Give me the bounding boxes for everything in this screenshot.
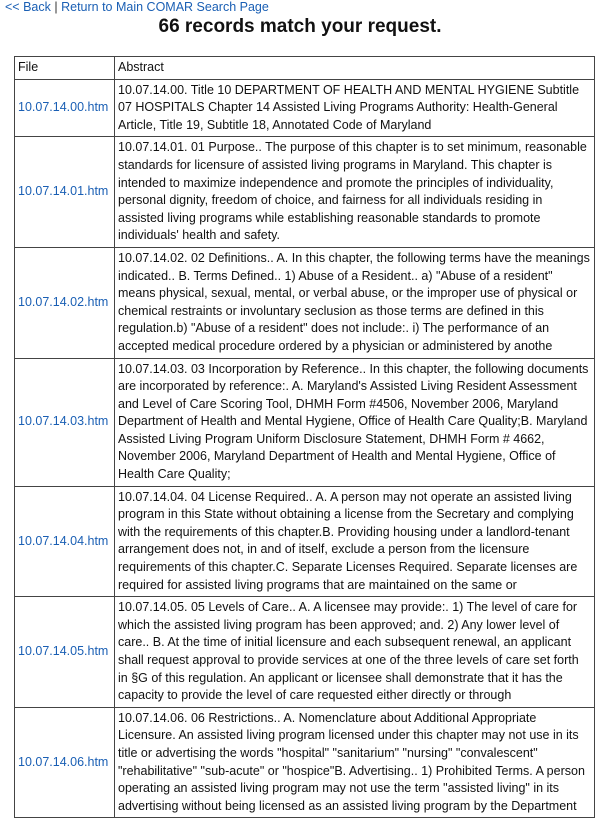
results-heading: 66 records match your request. (158, 16, 442, 37)
file-link[interactable]: 10.07.14.06.htm (18, 754, 109, 769)
file-cell (15, 707, 115, 818)
file-cell (15, 597, 115, 708)
file-link[interactable]: 10.07.14.02.htm (18, 294, 109, 309)
abstract-cell: 10.07.14.05. 05 Levels of Care.. A. A licensee may provide:. 1) The level of care for which the assisted living program has been approved; and. 2) Any lower level of care.. B. At the time of initial licensure and each subsequent renewal, an applicant shall request approval to provide services at one of the three levels of care set forth in §G of this regulation. An applicant or licensee shall demonstrate that it has the capacity to provide the level of care requested either directly or through (115, 597, 595, 708)
results-table (14, 56, 595, 818)
file-link[interactable]: 10.07.14.01.htm (18, 184, 109, 199)
file-link[interactable]: 10.07.14.05.htm (18, 644, 109, 659)
back-link[interactable]: << Back (5, 0, 51, 14)
table-row (15, 358, 595, 486)
abstract-column-header: Abstract (115, 57, 595, 80)
table-row (15, 486, 595, 597)
table-header-row (15, 57, 595, 80)
file-link[interactable]: 10.07.14.00.htm (18, 100, 109, 115)
top-navigation (5, 0, 269, 15)
return-main-search-link[interactable]: Return to Main COMAR Search Page (61, 0, 269, 14)
table-row (15, 597, 595, 708)
table-row (15, 137, 595, 248)
file-cell (15, 486, 115, 597)
abstract-cell: 10.07.14.03. 03 Incorporation by Reference.. In this chapter, the following documents are incorporated by reference:. A. Maryland's Assisted Living Resident Assessment and Level of Care Scoring Tool, DHMH Form #4506, November 2006, Maryland Department of Health and Mental Hygiene, Office of Health Care Quality;B. Maryland Assisted Living Program Uniform Disclosure Statement, DHMH Form # 4662, November 2006, Maryland Department of Health and Mental Hygiene, Office of Health Care Quality; (115, 358, 595, 486)
table-row (15, 79, 595, 137)
abstract-cell: 10.07.14.04. 04 License Required.. A. A person may not operate an assisted living program in this State without obtaining a license from the Secretary and complying with the requirements of this chapter.B. Providing housing under a landlord-tenant arrangement does not, in and of itself, exclude a person from the licensure requirements of this chapter.C. Separate Licenses Required. Separate licenses are required for assisted living programs that are maintained on the same or (115, 486, 595, 597)
abstract-cell: 10.07.14.02. 02 Definitions.. A. In this chapter, the following terms have the meanings indicated.. B. Terms Defined.. 1) Abuse of a Resident.. a) "Abuse of a resident" means physical, sexual, mental, or verbal abuse, or the improper use of physical or chemical restraints or involuntary seclusion as those terms are defined in this regulation.b) "Abuse of a resident" does not include:. i) The performance of an accepted medical procedure ordered by a physician or administered by anothe (115, 247, 595, 358)
file-column-header: File (15, 57, 115, 80)
file-cell (15, 79, 115, 137)
table-row (15, 247, 595, 358)
file-cell (15, 358, 115, 486)
abstract-cell: 10.07.14.06. 06 Restrictions.. A. Nomenclature about Additional Appropriate Licensure. An assisted living program licensed under this chapter may not use in its title or advertising the words "hospital" "sanitarium" "nursing" "convalescent" "rehabilitative" "sub-acute" or "hospice"B. Advertising.. 1) Prohibited Terms. A person operating an assisted living program may not use the term "assisted living" in its advertising without being licensed as an assisted living program by the Department (115, 707, 595, 818)
file-link[interactable]: 10.07.14.03.htm (18, 414, 109, 429)
file-cell (15, 247, 115, 358)
table-row (15, 707, 595, 818)
nav-separator: | (54, 0, 58, 14)
abstract-cell: 10.07.14.00. Title 10 DEPARTMENT OF HEALTH AND MENTAL HYGIENE Subtitle 07 HOSPITALS Chapter 14 Assisted Living Programs Authority: Health-General Article, Title 19, Subtitle 18, Annotated Code of Maryland (115, 79, 595, 137)
file-cell (15, 137, 115, 248)
abstract-cell: 10.07.14.01. 01 Purpose.. The purpose of this chapter is to set minimum, reasonable standards for licensure of assisted living programs in Maryland. This chapter is intended to maximize independence and promote the principles of individuality, personal dignity, freedom of choice, and fairness for all individuals residing in assisted living programs while establishing reasonable standards to promote individuals' health and safety. (115, 137, 595, 248)
file-link[interactable]: 10.07.14.04.htm (18, 533, 109, 548)
